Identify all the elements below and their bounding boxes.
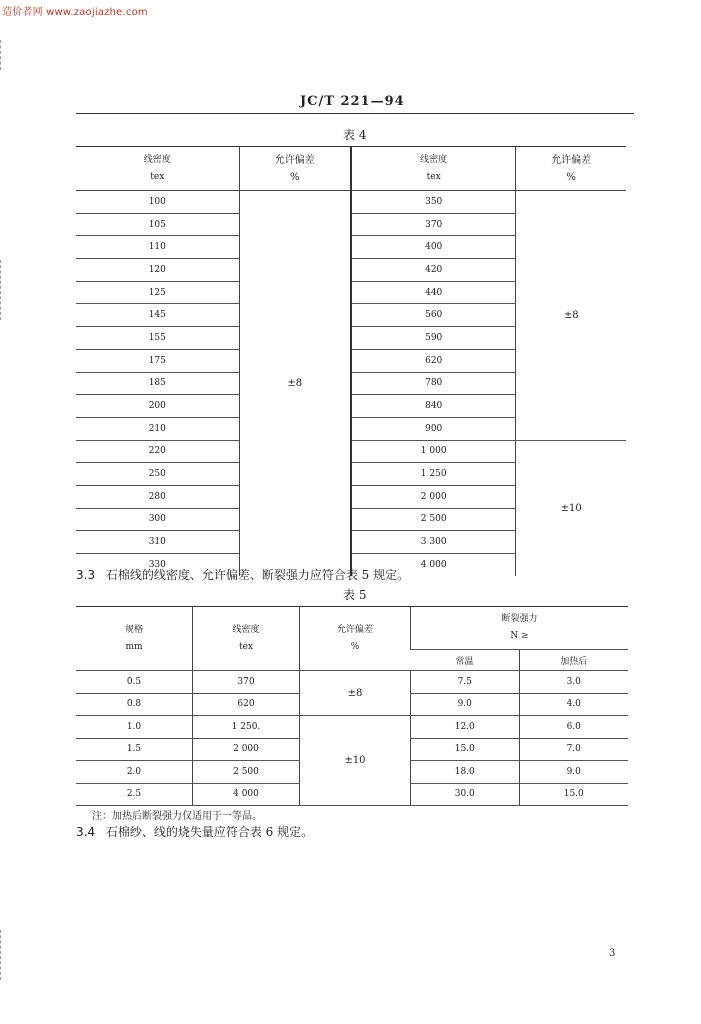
density-cell: 780	[351, 372, 516, 395]
scan-margin-mark	[0, 260, 4, 320]
density-cell: 105	[76, 213, 239, 236]
density-cell: 210	[76, 417, 239, 440]
header-tolerance: 允许偏差 %	[300, 607, 411, 671]
heated-strength-cell: 7.0	[519, 738, 628, 761]
header-tolerance: 允许偏差 %	[239, 147, 350, 191]
header-density: 线密度 tex	[76, 147, 239, 191]
header-density: 线密度 tex	[351, 147, 516, 191]
density-cell: 175	[76, 349, 239, 372]
density-cell: 120	[76, 259, 239, 282]
normal-strength-cell: 12.0	[411, 716, 520, 739]
section-3-4	[76, 823, 313, 840]
spec-cell: 2.5	[76, 783, 193, 806]
table4-left	[76, 146, 350, 576]
section-text: 石棉纱、线的烧失量应符合表 6 规定。	[105, 825, 314, 839]
normal-strength-cell: 15.0	[411, 738, 520, 761]
density-cell: 310	[76, 531, 239, 554]
density-cell: 560	[351, 304, 516, 327]
density-cell: 220	[76, 440, 239, 463]
header-after-heating: 加热后	[519, 650, 628, 671]
section-number: 3.4	[76, 825, 96, 839]
density-cell: 1 000	[351, 440, 516, 463]
standard-code-header: JC/T 221—94	[300, 94, 405, 109]
tolerance-cell: ±10	[300, 716, 411, 806]
header-divider	[76, 113, 634, 114]
density-cell: 2 000	[351, 485, 516, 508]
table5-note: 注：加热后断裂强力仅适用于一等品。	[92, 811, 262, 822]
density-cell: 200	[76, 395, 239, 418]
density-cell: 4 000	[193, 783, 300, 806]
header-density: 线密度 tex	[193, 607, 300, 671]
density-cell: 620	[193, 693, 300, 716]
header-strength: 断裂强力 N ≥	[411, 607, 629, 650]
density-cell: 1 250.	[193, 716, 300, 739]
density-cell: 185	[76, 372, 239, 395]
density-cell: 3 300	[351, 531, 516, 554]
density-cell: 420	[351, 259, 516, 282]
heated-strength-cell: 6.0	[519, 716, 628, 739]
spec-cell: 0.8	[76, 693, 193, 716]
table-row	[76, 716, 628, 739]
density-cell: 1 250	[351, 463, 516, 486]
density-cell: 2 000	[193, 738, 300, 761]
scan-margin-mark	[0, 930, 4, 980]
density-cell: 250	[76, 463, 239, 486]
heated-strength-cell: 15.0	[519, 783, 628, 806]
tolerance-cell: ±8	[516, 191, 626, 441]
density-cell: 440	[351, 281, 516, 304]
density-cell: 155	[76, 327, 239, 350]
scan-margin-mark	[0, 40, 4, 70]
normal-strength-cell: 30.0	[411, 783, 520, 806]
tolerance-cell: ±8	[300, 671, 411, 716]
spec-cell: 0.5	[76, 671, 193, 694]
density-cell: 125	[76, 281, 239, 304]
density-cell: 110	[76, 236, 239, 259]
density-cell: 620	[351, 349, 516, 372]
table-row	[351, 191, 626, 214]
section-number: 3.3	[76, 568, 96, 582]
density-cell: 370	[351, 213, 516, 236]
density-cell: 330	[148, 559, 166, 570]
page-number: 3	[609, 948, 616, 959]
heated-strength-cell: 3.0	[519, 671, 628, 694]
density-cell: 145	[76, 304, 239, 327]
density-cell: 300	[76, 508, 239, 531]
density-cell: 400	[351, 236, 516, 259]
normal-strength-cell: 7.5	[411, 671, 520, 694]
spec-cell: 1.5	[76, 738, 193, 761]
density-cell: 2 500	[351, 508, 516, 531]
table4-caption: 表 4	[343, 128, 367, 142]
table4-right	[350, 146, 626, 576]
section-text: 石棉线的线密度、允许偏差、断裂强力应符合表 5 规定。	[105, 568, 410, 582]
site-watermark: 造价者网 www.zaojiazhe.com	[2, 7, 148, 18]
normal-strength-cell: 9.0	[411, 693, 520, 716]
heated-strength-cell: 9.0	[519, 761, 628, 784]
density-cell: 350	[351, 191, 516, 214]
table-row	[76, 671, 628, 694]
section-3-3	[76, 566, 409, 583]
header-spec: 规格 mm	[76, 607, 193, 671]
density-cell: 370	[193, 671, 300, 694]
spec-cell: 2.0	[76, 761, 193, 784]
tolerance-cell: ±10	[516, 440, 626, 576]
density-cell: 840	[351, 395, 516, 418]
density-cell: 280	[76, 485, 239, 508]
table-row	[76, 191, 350, 214]
normal-strength-cell: 18.0	[411, 761, 520, 784]
density-cell: 590	[351, 327, 516, 350]
spec-cell: 1.0	[76, 716, 193, 739]
density-cell: 100	[76, 191, 239, 214]
density-cell: 4 000	[351, 554, 516, 576]
header-tolerance: 允许偏差 %	[516, 147, 626, 191]
table5	[76, 606, 628, 806]
table5-caption: 表 5	[343, 588, 367, 602]
density-cell: 900	[351, 417, 516, 440]
table-row	[351, 440, 626, 463]
tolerance-cell: ±8	[239, 191, 350, 576]
density-cell: 2 500	[193, 761, 300, 784]
heated-strength-cell: 4.0	[519, 693, 628, 716]
header-normal-temp: 常温	[411, 650, 520, 671]
